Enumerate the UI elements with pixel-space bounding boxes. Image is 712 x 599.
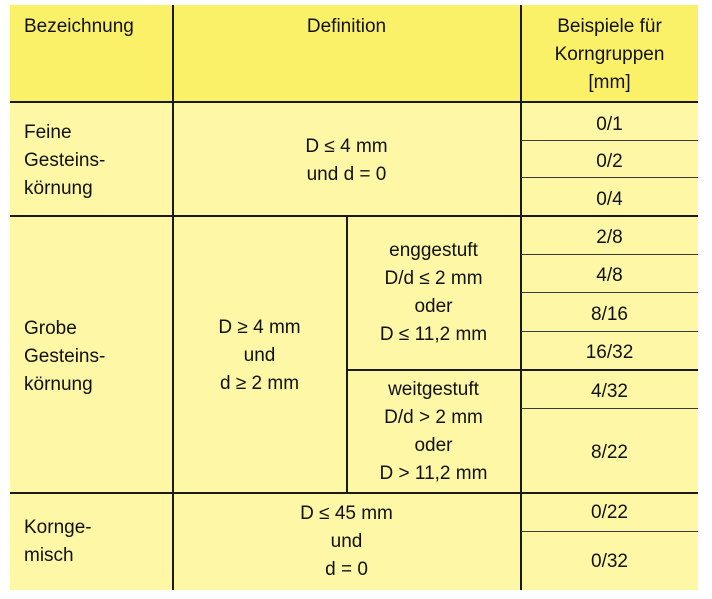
definition-korngemisch: D ≤ 45 mm und d = 0 [300, 503, 393, 580]
subclass-enggestuft: enggestuft D/d ≤ 2 mm oder D ≤ 11,2 mm [379, 240, 488, 345]
example-grobe-5: 4/32 [591, 381, 628, 402]
example-divider [521, 531, 698, 532]
header-bezeichnung: Bezeichnung [24, 16, 134, 37]
row-name-grobe: Grobe Gesteins- körnung [24, 318, 106, 395]
example-feine-2: 0/2 [596, 151, 623, 172]
row-name-feine: Feine Gesteins- körnung [24, 122, 106, 199]
example-grobe-3: 8/16 [591, 304, 628, 325]
example-divider [521, 408, 698, 409]
definition-feine: D ≤ 4 mm und d = 0 [305, 136, 388, 185]
subclass-divider [346, 369, 698, 371]
header-divider [10, 101, 698, 103]
section-divider-2 [10, 492, 698, 494]
example-divider [521, 292, 698, 293]
example-divider [521, 140, 698, 141]
header-beispiele: Beispiele für Korngruppen [mm] [554, 16, 665, 93]
example-korngemisch-2: 0/32 [591, 551, 628, 572]
row-name-korngemisch: Korngе- misch [24, 517, 92, 566]
definition-grobe: D ≥ 4 mm und d ≥ 2 mm [218, 317, 301, 394]
example-divider [521, 254, 698, 255]
subclass-weitgestuft: weitgestuft D/d > 2 mm oder D > 11,2 mm [379, 379, 488, 484]
example-feine-1: 0/1 [596, 114, 623, 135]
example-grobe-6: 8/22 [591, 442, 628, 463]
example-grobe-4: 16/32 [585, 342, 634, 363]
example-divider [521, 177, 698, 178]
header-definition: Definition [306, 16, 387, 37]
section-divider-1 [10, 215, 698, 217]
example-divider [521, 331, 698, 332]
example-korngemisch-1: 0/22 [591, 502, 628, 523]
classification-table [10, 5, 698, 590]
example-feine-3: 0/4 [596, 189, 623, 210]
example-grobe-1: 2/8 [596, 227, 623, 248]
example-grobe-2: 4/8 [596, 265, 623, 286]
